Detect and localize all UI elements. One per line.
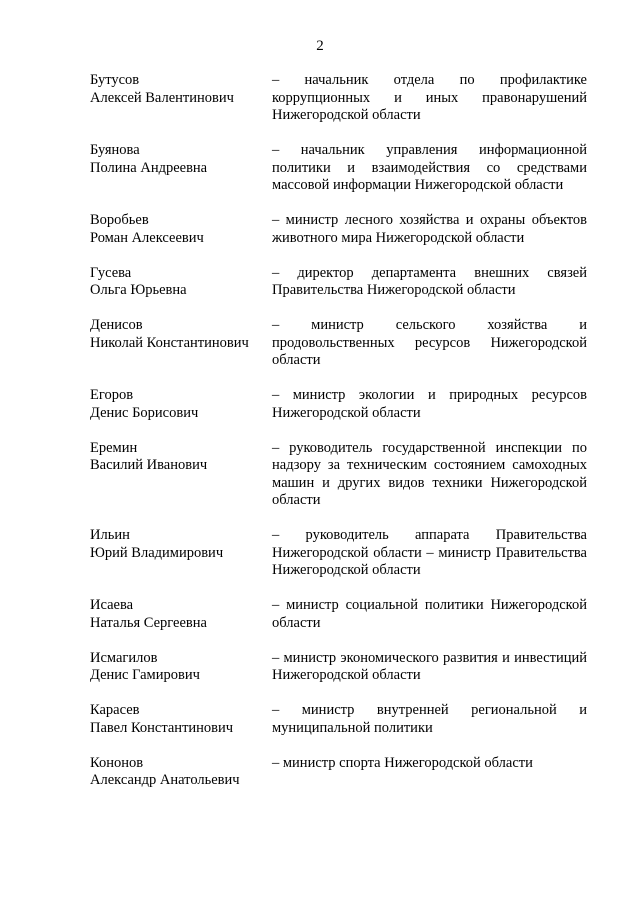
position-title: – начальник отдела по профилактике коррупционных и иных правонарушений Нижегородской области <box>272 72 587 123</box>
person-name <box>90 72 272 125</box>
person-name <box>90 212 272 247</box>
given-names: Павел Константинович <box>90 719 234 736</box>
given-names: Денис Борисович <box>90 404 199 421</box>
position-title: – министр экономического развития и инвестиций Нижегородской области <box>272 649 587 683</box>
given-names: Полина Андреевна <box>90 159 208 176</box>
list-item <box>90 702 587 737</box>
surname: Исаева <box>90 597 134 613</box>
given-names: Николай Константинович <box>90 334 249 351</box>
list-item <box>90 317 587 370</box>
list-item <box>90 597 587 632</box>
given-names: Александр Анатольевич <box>90 772 240 788</box>
list-item <box>90 440 587 510</box>
given-names: Ольга Юрьевна <box>90 282 187 298</box>
given-names: Денис Гамирович <box>90 667 200 683</box>
person-name <box>90 317 272 370</box>
surname: Гусева <box>90 264 132 281</box>
position-title: – министр социальной политики Нижегородской области <box>272 597 587 631</box>
position-title: – директор департамента внешних связей Правительства Нижегородской области <box>272 264 587 298</box>
given-names: Алексей Валентинович <box>90 89 234 106</box>
given-names: Наталья Сергеевна <box>90 614 207 631</box>
person-name <box>90 755 272 790</box>
given-names: Василий Иванович <box>90 457 208 473</box>
surname: Ильин <box>90 527 130 543</box>
list-item <box>90 265 587 300</box>
surname: Воробьев <box>90 212 149 228</box>
list-item <box>90 527 587 580</box>
position-title: – начальник управления информационной политики и взаимодействия со средствами массовой информации Нижегородской области <box>272 142 587 193</box>
given-names: Роман Алексеевич <box>90 229 204 246</box>
list-item <box>90 755 587 790</box>
position-title: – руководитель государственной инспекции по надзору за техническим состоянием самоходных машин и других видов техники Нижегородской области <box>272 439 587 508</box>
surname: Егоров <box>90 387 134 403</box>
position-title: – министр внутренней региональной и муниципальной политики <box>272 702 587 736</box>
surname: Карасев <box>90 702 140 718</box>
person-name <box>90 265 272 300</box>
person-name <box>90 650 272 685</box>
person-name <box>90 702 272 737</box>
person-name <box>90 440 272 510</box>
list-item <box>90 72 587 125</box>
position-title: – министр экологии и природных ресурсов Нижегородской области <box>272 387 587 421</box>
position-title: – министр спорта Нижегородской области <box>272 754 533 771</box>
surname: Еремин <box>90 439 138 456</box>
person-name <box>90 142 272 195</box>
member-list <box>90 72 587 790</box>
person-name <box>90 597 272 632</box>
surname: Исмагилов <box>90 649 158 666</box>
person-name <box>90 527 272 580</box>
list-item <box>90 387 587 422</box>
person-name <box>90 387 272 422</box>
surname: Бутусов <box>90 72 140 88</box>
list-item <box>90 142 587 195</box>
position-title: – министр сельского хозяйства и продовольственных ресурсов Нижегородской области <box>272 317 587 368</box>
list-item <box>90 650 587 685</box>
surname: Буянова <box>90 142 140 158</box>
surname: Кононов <box>90 754 144 771</box>
position-title: – министр лесного хозяйства и охраны объектов животного мира Нижегородской области <box>272 212 587 246</box>
position-title: – руководитель аппарата Правительства Нижегородской области – министр Правительства Нижегородской области <box>272 527 587 578</box>
list-item <box>90 212 587 247</box>
given-names: Юрий Владимирович <box>90 544 224 561</box>
surname: Денисов <box>90 317 143 333</box>
page-number: 2 <box>316 38 324 54</box>
